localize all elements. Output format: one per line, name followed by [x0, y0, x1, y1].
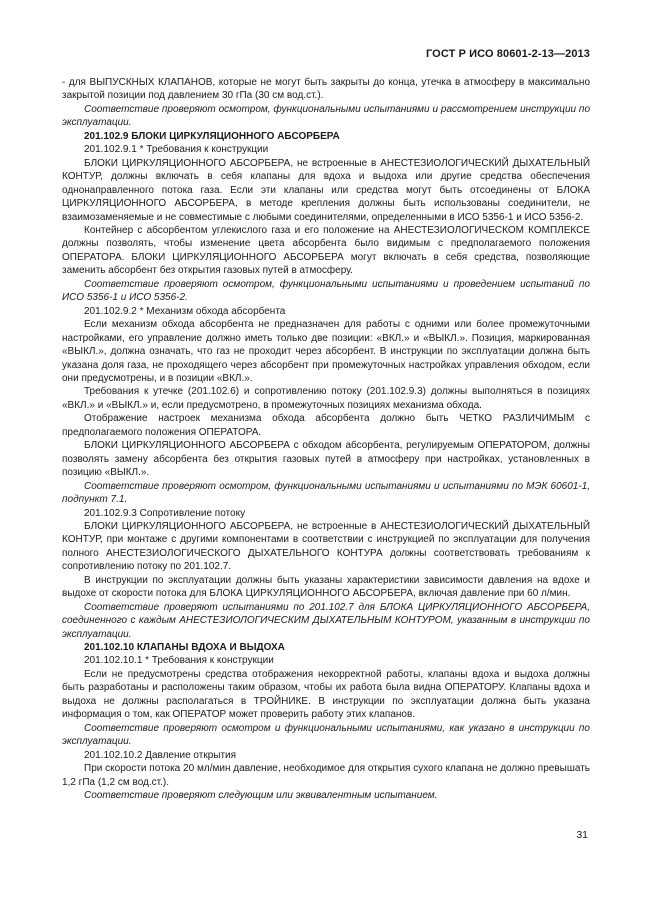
paragraph: Требования к утечке (201.102.6) и сопротивлению потоку (201.102.9.3) должны выполняться в позициях «ВКЛ.» и «ВЫКЛ.» и, если предусмотрено, в промежуточных позициях механизма обхода.	[62, 386, 590, 411]
paragraph: Контейнер с абсорбентом углекислого газа и его положение на АНЕСТЕЗИОЛОГИЧЕСКОМ КОМПЛЕКСЕ должны позволять, чтобы изменение цвета абсорбента было видимым с предполагаемого положения ОПЕРАТОРА. БЛОКИ ЦИРКУЛЯЦИОННОГО АБСОРБЕРА могут включать в себя средства, позволяющие заменить абсорбент без открытия газовых путей в атмосферу.	[62, 224, 590, 277]
compliance-note: Соответствие проверяют осмотром, функциональными испытаниями и проведением испытаний по ИСО 5356-1 и ИСО 5356-2.	[62, 278, 590, 304]
section-heading: 201.102.10 КЛАПАНЫ ВДОХА И ВЫДОХА	[84, 642, 285, 654]
compliance-note: Соответствие проверяют осмотром, функциональными испытаниями и испытаниями по МЭК 60601-1, подпункт 7.1.	[62, 480, 590, 506]
document-body	[62, 76, 590, 802]
subsection-heading: 201.102.10.1 * Требования к конструкции	[84, 655, 274, 667]
compliance-note: Соответствие проверяют испытаниями по 201.102.7 для БЛОКА ЦИРКУЛЯЦИОННОГО АБСОРБЕРА, соединенного с каждым АНЕСТЕЗИОЛОГИЧЕСКИМ ДЫХАТЕЛЬНЫМ КОНТУРОМ, указанным в инструкции по эксплуатации.	[62, 601, 590, 640]
compliance-note: Соответствие проверяют осмотром и функциональными испытаниями, как указано в инструкции по эксплуатации.	[62, 722, 590, 748]
paragraph: БЛОКИ ЦИРКУЛЯЦИОННОГО АБСОРБЕРА с обходом абсорбента, регулируемым ОПЕРАТОРОМ, должны позволять замену абсорбента без открытия газовых путей в атмосферу при настройках, установленных в позицию «ВЫКЛ.».	[62, 440, 590, 479]
paragraph: Если механизм обхода абсорбента не предназначен для работы с одними или более промежуточными настройками, его управление должно иметь только две позиции: «ВКЛ.» и «ВЫКЛ.». Позиция, маркированная «ВЫКЛ.», должна означать, что газ не проходит через абсорбент. В инструкции по эксплуатации должна быть указана доля газа, не проходящего через абсорбент при промежуточных настройках управления обходом, если они предусмотрены, и в позиции «ВКЛ.».	[62, 319, 590, 384]
compliance-note: Соответствие проверяют следующим или эквивалентным испытанием.	[84, 790, 438, 802]
paragraph: БЛОКИ ЦИРКУЛЯЦИОННОГО АБСОРБЕРА, не встроенные в АНЕСТЕЗИОЛОГИЧЕСКИЙ ДЫХАТЕЛЬНЫЙ КОНТУР, должны включать в себя клапаны для вдоха и выдоха или другие средства обеспечения однонаправленного потока газа. Если эти клапаны или средства могут быть отсоединены от БЛОКА ЦИРКУЛЯЦИОННОГО АБСОРБЕРА, в методе крепления должны быть использованы соединители, не взаимозаменяемые и не совместимые с любыми соединителями, определенными в ИСО 5356-1 и ИСО 5356-2.	[62, 157, 590, 223]
subsection-heading: 201.102.9.1 * Требования к конструкции	[84, 144, 269, 156]
paragraph: В инструкции по эксплуатации должны быть указаны характеристики зависимости давления на вдохе и выдохе от скорости потока для БЛОКА ЦИРКУЛЯЦИОННОГО АБСОРБЕРА, включая давление при 60 л/мин.	[62, 574, 590, 600]
subsection-heading: 201.102.10.2 Давление открытия	[84, 749, 237, 761]
subsection-heading: 201.102.9.3 Сопротивление потоку	[84, 507, 246, 519]
paragraph: Отображение настроек механизма обхода абсорбента должно быть ЧЕТКО РАЗЛИЧИМЫМ с предполагаемого положения ОПЕРАТОРА.	[62, 413, 590, 438]
compliance-note: Соответствие проверяют осмотром, функциональными испытаниями и рассмотрением инструкции по эксплуатации.	[62, 103, 590, 129]
page-number: 31	[576, 829, 588, 841]
section-heading: 201.102.9 БЛОКИ ЦИРКУЛЯЦИОННОГО АБСОРБЕРА	[84, 130, 340, 142]
paragraph: БЛОКИ ЦИРКУЛЯЦИОННОГО АБСОРБЕРА, не встроенные в АНЕСТЕЗИОЛОГИЧЕСКИЙ ДЫХАТЕЛЬНЫЙ КОНТУР, при монтаже с другими компонентами в соответствии с инструкцией по эксплуатации для получения полного АНЕСТЕЗИОЛОГИЧЕСКОГО ДЫХАТЕЛЬНОГО КОНТУРА должны соответствовать требованиям к сопротивлению потоку по 201.102.7.	[62, 520, 590, 573]
standard-header: ГОСТ Р ИСО 80601-2-13—2013	[425, 48, 590, 60]
paragraph: Если не предусмотрены средства отображения некорректной работы, клапаны вдоха и выдоха должны быть разработаны и расположены таким образом, чтобы их работа была видна ОПЕРАТОРУ. Клапаны вдоха и выдоха не должны располагаться в ТРОЙНИКЕ. В инструкции по эксплуатации должна быть указана информация о том, как ОПЕРАТОР может проверить работу этих клапанов.	[62, 668, 590, 721]
paragraph: - для ВЫПУСКНЫХ КЛАПАНОВ, которые не могут быть закрыты до конца, утечка в атмосферу в максимально закрытой позиции под давлением 30 гПа (30 см вод.ст.).	[62, 77, 590, 102]
subsection-heading: 201.102.9.2 * Механизм обхода абсорбента	[84, 305, 286, 317]
paragraph: При скорости потока 20 мл/мин давление, необходимое для открытия сухого клапана не должно превышать 1,2 гПа (1,2 см вод.ст.).	[62, 763, 590, 788]
